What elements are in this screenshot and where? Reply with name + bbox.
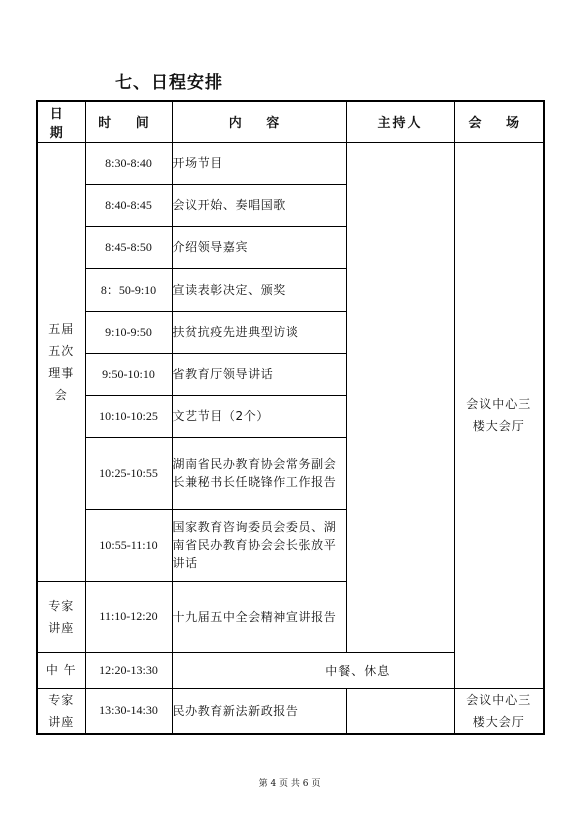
noon-date-cell: 中 午	[37, 652, 85, 688]
venue-cell	[454, 142, 544, 688]
time-cell: 9:10-9:50	[85, 311, 172, 353]
content-cell: 宣读表彰决定、颁奖	[172, 268, 346, 311]
noon-break-cell: 中餐、休息	[172, 652, 544, 688]
content-cell: 扶贫抗疫先进典型访谈	[172, 311, 346, 353]
content-cell: 十九届五中全会精神宣讲报告	[172, 581, 346, 652]
time-cell: 8:40-8:45	[85, 184, 172, 226]
content-cell: 会议开始、奏唱国歌	[172, 184, 346, 226]
time-cell: 10:25-10:55	[85, 437, 172, 509]
venue-text: 会议中心三楼大会厅	[466, 692, 532, 729]
lecture2-date-cell	[37, 688, 85, 734]
content-cell: 开场节目	[172, 142, 346, 184]
col-content-header: 内 容	[172, 101, 346, 142]
col-time-header: 时 间	[85, 101, 172, 142]
lecture2-date: 专家讲座	[48, 692, 75, 729]
venue-cell	[454, 688, 544, 734]
time-cell: 12:20-13:30	[85, 652, 172, 688]
content-cell: 国家教育咨询委员会委员、湖南省民办教育协会会长张放平讲话	[172, 509, 346, 581]
session-date: 五届五次理事会	[48, 321, 75, 402]
content-cell: 省教育厅领导讲话	[172, 353, 346, 395]
page-footer: 第 4 页 共 6 页	[258, 779, 321, 789]
host-cell	[346, 142, 454, 652]
host-cell	[346, 688, 454, 734]
table-row	[37, 142, 544, 184]
time-cell: 13:30-14:30	[85, 688, 172, 734]
lecture1-date: 专家讲座	[48, 598, 75, 635]
time-cell: 8:30-8:40	[85, 142, 172, 184]
time-cell: 11:10-12:20	[85, 581, 172, 652]
venue-text: 会议中心三楼大会厅	[466, 397, 532, 433]
table-row	[37, 652, 544, 688]
header-row	[37, 101, 544, 142]
time-cell: 8:45-8:50	[85, 226, 172, 268]
time-cell: 8：50-9:10	[85, 268, 172, 311]
time-cell: 10:55-11:10	[85, 509, 172, 581]
col-venue-header: 会 场	[454, 101, 544, 142]
page-heading: 七、日程安排	[115, 73, 223, 93]
content-cell: 湖南省民办教育协会常务副会长兼秘书长任晓锋作工作报告	[172, 437, 346, 509]
time-cell: 9:50-10:10	[85, 353, 172, 395]
content-cell: 介绍领导嘉宾	[172, 226, 346, 268]
lecture1-date-cell	[37, 581, 85, 652]
time-cell: 10:10-10:25	[85, 395, 172, 437]
content-cell: 民办教育新法新政报告	[172, 688, 346, 734]
col-date-header: 日 期	[37, 101, 85, 142]
session-date-cell	[37, 142, 85, 581]
table-row	[37, 688, 544, 734]
schedule-table	[36, 100, 545, 735]
col-host-header: 主持人	[346, 101, 454, 142]
content-cell: 文艺节目（2个）	[172, 395, 346, 437]
